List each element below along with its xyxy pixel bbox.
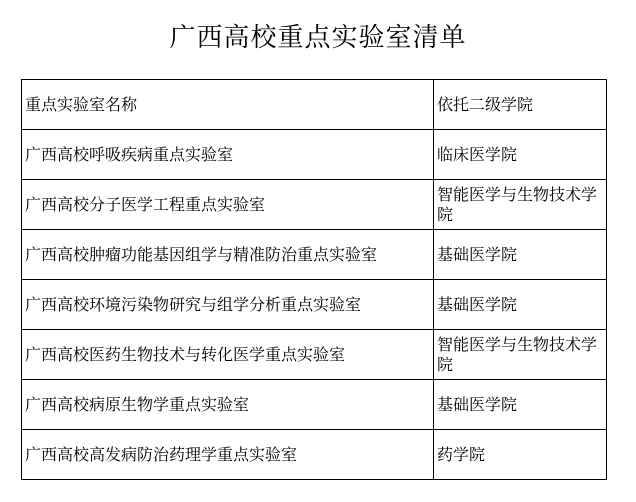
table-row <box>22 230 607 280</box>
college-cell: 基础医学院 <box>434 230 607 280</box>
header-college: 依托二级学院 <box>434 80 607 130</box>
lab-name-cell: 广西高校环境污染物研究与组学分析重点实验室 <box>22 280 434 330</box>
college-cell: 智能医学与生物技术学院 <box>434 330 607 380</box>
college-cell: 临床医学院 <box>434 130 607 180</box>
lab-name-cell: 广西高校呼吸疾病重点实验室 <box>22 130 434 180</box>
college-cell: 基础医学院 <box>434 280 607 330</box>
college-cell: 智能医学与生物技术学院 <box>434 180 607 230</box>
table-row <box>22 430 607 480</box>
lab-name-cell: 广西高校病原生物学重点实验室 <box>22 380 434 430</box>
lab-name-cell: 广西高校分子医学工程重点实验室 <box>22 180 434 230</box>
lab-name-cell: 广西高校医药生物技术与转化医学重点实验室 <box>22 330 434 380</box>
header-lab-name: 重点实验室名称 <box>22 80 434 130</box>
table-row <box>22 330 607 380</box>
table-row <box>22 380 607 430</box>
college-cell: 基础医学院 <box>434 380 607 430</box>
table-row <box>22 280 607 330</box>
document-title: 广西高校重点实验室清单 <box>169 23 467 53</box>
lab-name-cell: 广西高校肿瘤功能基因组学与精准防治重点实验室 <box>22 230 434 280</box>
lab-name-cell: 广西高校高发病防治药理学重点实验室 <box>22 430 434 480</box>
table-header-row <box>22 80 607 130</box>
table-row <box>22 130 607 180</box>
college-cell: 药学院 <box>434 430 607 480</box>
table-row <box>22 180 607 230</box>
lab-list-table <box>21 79 607 480</box>
